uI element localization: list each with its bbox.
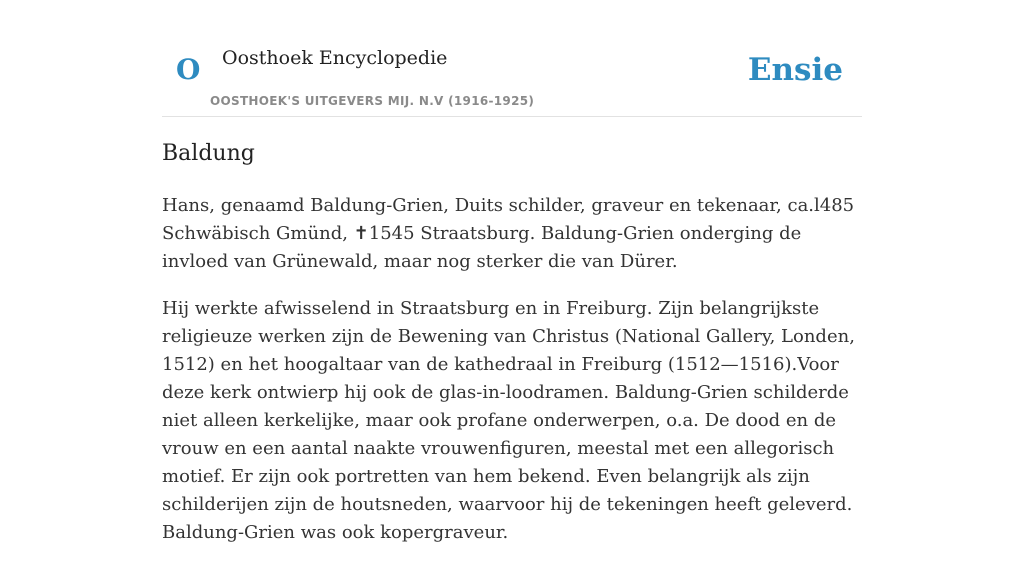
brand-logo[interactable]: Ensie — [747, 52, 843, 88]
article-paragraph: Hans, genaamd Baldung-Grien, Duits schilder, graveur en tekenaar, ca.l485 Schwäbisch Gmünd, ✝1545 Straatsburg. Baldung-Grien onderging de invloed van Grünewald, maar nog sterker die van Dürer. — [162, 195, 855, 272]
publisher-label: OOSTHOEK'S UITGEVERS MIJ. N.V (1916-1925) — [210, 94, 535, 108]
article-title: Baldung — [162, 141, 255, 166]
site-title-link[interactable]: Oosthoek Encyclopedie — [222, 47, 448, 69]
logo-mark[interactable]: O — [176, 53, 201, 86]
page — [162, 0, 862, 543]
article-body — [162, 192, 862, 566]
article-paragraph: Hij werkte afwisselend in Straatsburg en in Freiburg. Zijn belangrijkste religieuze werken zijn de Bewening van Christus (National Gallery, Londen, 1512) en het hoogaltaar van de kathedraal in Freiburg (1512—1516).Voor deze kerk ontwierp hij ook de glas-in-loodramen. Baldung-Grien schilderde niet alleen kerkelijke, maar ook profane onderwerpen, o.a. De dood en de vrouw en een aantal naakte vrouwenfiguren, meestal met een allegorisch motief. Er zijn ook portretten van hem bekend. Even belangrijk als zijn schilderijen zijn de houtsneden, waarvoor hij de tekeningen heeft geleverd. Baldung-Grien was ook kopergraveur. — [162, 298, 855, 543]
site-header — [162, 0, 862, 117]
